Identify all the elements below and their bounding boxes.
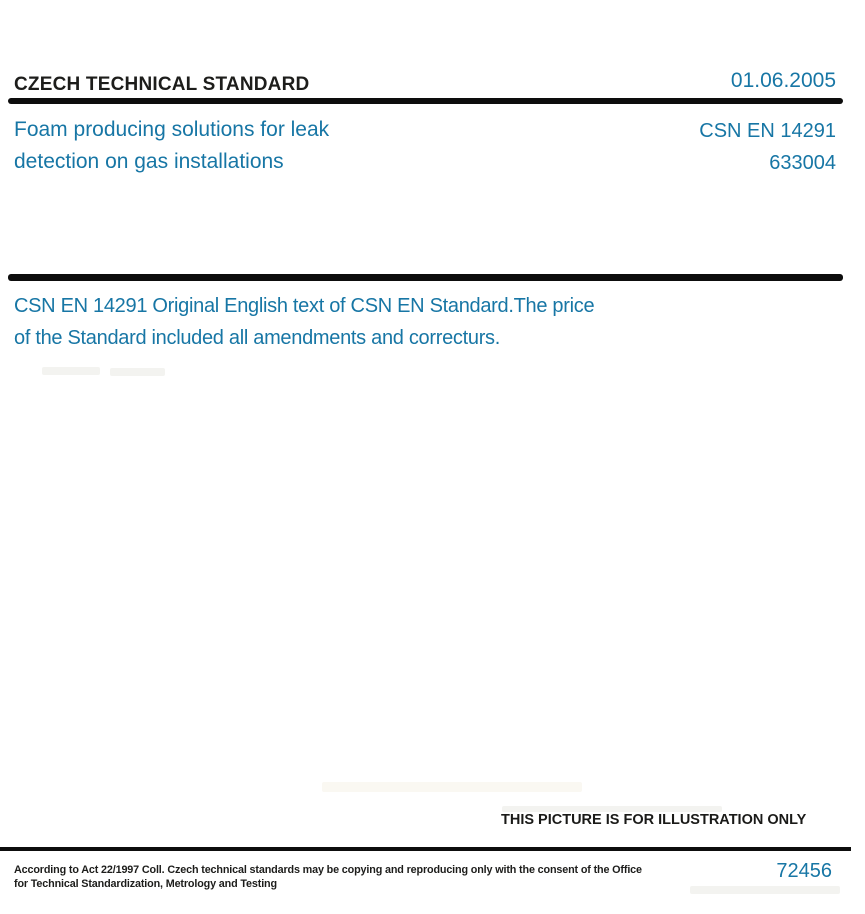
footer-rule	[0, 847, 851, 851]
footer-legal-line1: According to Act 22/1997 Coll. Czech technical standards may be copying and reproducing only with the consent of the Office	[14, 864, 642, 876]
standard-title	[14, 114, 329, 178]
standard-description-line2: of the Standard included all amendments and correcturs.	[14, 327, 501, 349]
standard-code: CSN EN 14291	[699, 120, 836, 142]
footer-legal-notice	[14, 863, 642, 891]
standard-description-line1: CSN EN 14291 Original English text of CSN EN Standard.The price	[14, 295, 595, 317]
standard-codes	[699, 115, 836, 179]
illustration-disclaimer: THIS PICTURE IS FOR ILLUSTRATION ONLY	[501, 812, 807, 828]
footer-legal-line2: for Technical Standardization, Metrology and Testing	[14, 878, 277, 890]
page-title: CZECH TECHNICAL STANDARD	[14, 74, 310, 95]
issue-date: 01.06.2005	[730, 69, 836, 92]
header-rule	[8, 98, 843, 104]
ghost-watermark	[690, 886, 840, 894]
ghost-watermark	[322, 782, 582, 792]
order-number: 72456	[776, 860, 832, 882]
ghost-watermark	[110, 368, 165, 376]
ghost-watermark	[42, 367, 100, 375]
standard-description	[14, 290, 594, 354]
standard-title-line1: Foam producing solutions for leak	[14, 118, 330, 141]
section-rule	[8, 274, 843, 281]
standard-title-line2: detection on gas installations	[14, 150, 284, 173]
standard-class-number: 633004	[769, 152, 836, 174]
